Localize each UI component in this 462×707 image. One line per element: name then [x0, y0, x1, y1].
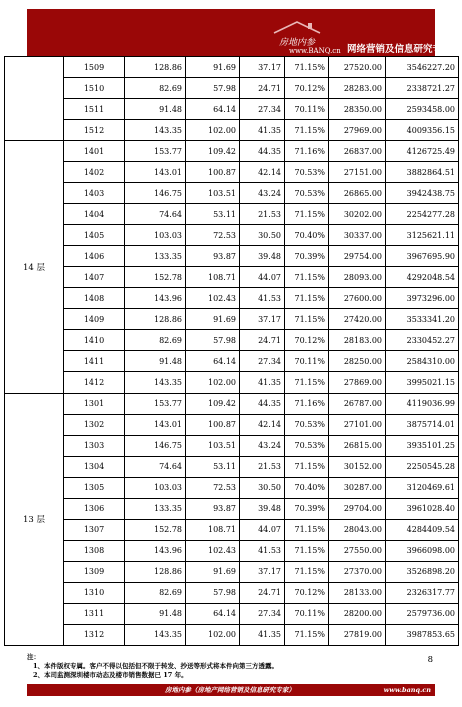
total-price-cell: 2593458.00: [386, 99, 459, 120]
unit-price-cell: 27520.00: [329, 57, 386, 78]
unit-price-cell: 28093.00: [329, 267, 386, 288]
room-number-cell: 1301: [64, 393, 125, 414]
shared-area-cell: 39.48: [240, 498, 285, 519]
building-area-cell: 153.77: [125, 141, 186, 162]
table-row: [5, 267, 459, 288]
building-area-cell: 133.35: [125, 246, 186, 267]
building-area-cell: 91.48: [125, 99, 186, 120]
room-number-cell: 1411: [64, 351, 125, 372]
total-price-cell: 4009356.15: [386, 120, 459, 141]
interior-area-cell: 91.69: [186, 309, 240, 330]
unit-price-cell: 28250.00: [329, 351, 386, 372]
room-number-cell: 1401: [64, 141, 125, 162]
room-number-cell: 1302: [64, 414, 125, 435]
usage-rate-cell: 70.53%: [285, 183, 329, 204]
usage-rate-cell: 71.15%: [285, 120, 329, 141]
interior-area-cell: 109.42: [186, 393, 240, 414]
usage-rate-cell: 70.11%: [285, 351, 329, 372]
usage-rate-cell: 70.53%: [285, 162, 329, 183]
table-row: [5, 498, 459, 519]
unit-price-cell: 26865.00: [329, 183, 386, 204]
room-number-cell: 1306: [64, 498, 125, 519]
room-number-cell: 1312: [64, 624, 125, 645]
table-row: [5, 330, 459, 351]
table-row: [5, 624, 459, 645]
total-price-cell: 2338721.27: [386, 78, 459, 99]
shared-area-cell: 44.35: [240, 393, 285, 414]
floor-label: 14 层: [5, 141, 64, 393]
interior-area-cell: 53.11: [186, 204, 240, 225]
room-number-cell: 1409: [64, 309, 125, 330]
room-number-cell: 1407: [64, 267, 125, 288]
room-number-cell: 1412: [64, 372, 125, 393]
brand-url[interactable]: www.BANQ.cn: [289, 47, 341, 55]
shared-area-cell: 39.48: [240, 246, 285, 267]
interior-area-cell: 57.98: [186, 330, 240, 351]
shared-area-cell: 30.50: [240, 225, 285, 246]
shared-area-cell: 43.24: [240, 435, 285, 456]
room-number-cell: 1304: [64, 456, 125, 477]
total-price-cell: 3995021.15: [386, 372, 459, 393]
building-area-cell: 152.78: [125, 519, 186, 540]
shared-area-cell: 42.14: [240, 414, 285, 435]
unit-price-cell: 27151.00: [329, 162, 386, 183]
shared-area-cell: 41.35: [240, 372, 285, 393]
usage-rate-cell: 71.15%: [285, 561, 329, 582]
usage-rate-cell: 70.12%: [285, 78, 329, 99]
total-price-cell: 4126725.49: [386, 141, 459, 162]
table-row: [5, 372, 459, 393]
shared-area-cell: 30.50: [240, 477, 285, 498]
table-row: [5, 99, 459, 120]
table-row: [5, 561, 459, 582]
shared-area-cell: 27.34: [240, 603, 285, 624]
total-price-cell: 3526898.20: [386, 561, 459, 582]
building-area-cell: 128.86: [125, 309, 186, 330]
interior-area-cell: 53.11: [186, 456, 240, 477]
table-row: [5, 351, 459, 372]
usage-rate-cell: 70.12%: [285, 330, 329, 351]
shared-area-cell: 41.53: [240, 540, 285, 561]
total-price-cell: 3987853.65: [386, 624, 459, 645]
building-area-cell: 143.35: [125, 372, 186, 393]
interior-area-cell: 72.53: [186, 477, 240, 498]
unit-price-cell: 30287.00: [329, 477, 386, 498]
room-number-cell: 1410: [64, 330, 125, 351]
building-area-cell: 152.78: [125, 267, 186, 288]
unit-price-cell: 28350.00: [329, 99, 386, 120]
usage-rate-cell: 71.15%: [285, 288, 329, 309]
building-area-cell: 74.64: [125, 456, 186, 477]
room-number-cell: 1405: [64, 225, 125, 246]
shared-area-cell: 41.35: [240, 624, 285, 645]
usage-rate-cell: 71.15%: [285, 57, 329, 78]
room-number-cell: 1305: [64, 477, 125, 498]
shared-area-cell: 27.34: [240, 99, 285, 120]
shared-area-cell: 44.35: [240, 141, 285, 162]
interior-area-cell: 108.71: [186, 519, 240, 540]
interior-area-cell: 93.87: [186, 498, 240, 519]
total-price-cell: 2250545.28: [386, 456, 459, 477]
room-number-cell: 1308: [64, 540, 125, 561]
table-row: [5, 540, 459, 561]
interior-area-cell: 100.87: [186, 414, 240, 435]
table-body: [5, 57, 459, 646]
building-area-cell: 103.03: [125, 225, 186, 246]
building-area-cell: 82.69: [125, 78, 186, 99]
unit-price-cell: 27819.00: [329, 624, 386, 645]
usage-rate-cell: 70.40%: [285, 477, 329, 498]
interior-area-cell: 64.14: [186, 603, 240, 624]
total-price-cell: 3546227.20: [386, 57, 459, 78]
interior-area-cell: 57.98: [186, 78, 240, 99]
building-area-cell: 91.48: [125, 351, 186, 372]
unit-price-cell: 26787.00: [329, 393, 386, 414]
shared-area-cell: 27.34: [240, 351, 285, 372]
interior-area-cell: 72.53: [186, 225, 240, 246]
room-number-cell: 1510: [64, 78, 125, 99]
total-price-cell: 3120469.61: [386, 477, 459, 498]
unit-price-cell: 28183.00: [329, 330, 386, 351]
total-price-cell: 4284409.54: [386, 519, 459, 540]
table-row: [5, 78, 459, 99]
interior-area-cell: 102.00: [186, 372, 240, 393]
table-row: [5, 456, 459, 477]
room-number-cell: 1311: [64, 603, 125, 624]
room-number-cell: 1310: [64, 582, 125, 603]
notes-label: 注：: [27, 653, 40, 661]
usage-rate-cell: 71.15%: [285, 519, 329, 540]
room-number-cell: 1307: [64, 519, 125, 540]
building-area-cell: 103.03: [125, 477, 186, 498]
usage-rate-cell: 71.16%: [285, 141, 329, 162]
total-price-cell: 2326317.77: [386, 582, 459, 603]
interior-area-cell: 100.87: [186, 162, 240, 183]
shared-area-cell: 24.71: [240, 582, 285, 603]
banner-title: 网络营销及信息研究专家: [347, 44, 452, 55]
interior-area-cell: 57.98: [186, 582, 240, 603]
table-row: [5, 309, 459, 330]
table-row: [5, 183, 459, 204]
table-row: [5, 393, 459, 414]
table-row: [5, 603, 459, 624]
table-row: [5, 204, 459, 225]
usage-rate-cell: 70.11%: [285, 99, 329, 120]
interior-area-cell: 64.14: [186, 351, 240, 372]
table-row: [5, 225, 459, 246]
header-banner: [27, 9, 452, 57]
usage-rate-cell: 71.15%: [285, 456, 329, 477]
building-area-cell: 128.86: [125, 561, 186, 582]
interior-area-cell: 109.42: [186, 141, 240, 162]
building-area-cell: 146.75: [125, 183, 186, 204]
usage-rate-cell: 70.53%: [285, 414, 329, 435]
interior-area-cell: 93.87: [186, 246, 240, 267]
table-row: [5, 477, 459, 498]
note-copyright: 1、本件版权专属。客户不得以包括但不限于转发、抄送等形式将本件向第三方透露。: [33, 662, 279, 670]
shared-area-cell: 37.17: [240, 309, 285, 330]
table-row: [5, 246, 459, 267]
room-number-cell: 1403: [64, 183, 125, 204]
unit-price-cell: 28133.00: [329, 582, 386, 603]
room-number-cell: 1511: [64, 99, 125, 120]
usage-rate-cell: 70.39%: [285, 246, 329, 267]
shared-area-cell: 37.17: [240, 561, 285, 582]
room-number-cell: 1309: [64, 561, 125, 582]
total-price-cell: 3966098.00: [386, 540, 459, 561]
building-area-cell: 74.64: [125, 204, 186, 225]
interior-area-cell: 91.69: [186, 561, 240, 582]
building-area-cell: 143.96: [125, 540, 186, 561]
building-area-cell: 143.96: [125, 288, 186, 309]
shared-area-cell: 24.71: [240, 78, 285, 99]
shared-area-cell: 42.14: [240, 162, 285, 183]
building-area-cell: 143.01: [125, 162, 186, 183]
unit-price-cell: 27969.00: [329, 120, 386, 141]
room-number-cell: 1509: [64, 57, 125, 78]
total-price-cell: 2579736.00: [386, 603, 459, 624]
footer-notes: [27, 653, 278, 680]
usage-rate-cell: 70.40%: [285, 225, 329, 246]
building-area-cell: 91.48: [125, 603, 186, 624]
unit-price-cell: 30337.00: [329, 225, 386, 246]
usage-rate-cell: 71.15%: [285, 624, 329, 645]
table-row: [5, 582, 459, 603]
building-area-cell: 128.86: [125, 57, 186, 78]
table-row: [5, 288, 459, 309]
brand-name: 房地内参: [279, 38, 316, 48]
usage-rate-cell: 70.12%: [285, 582, 329, 603]
usage-rate-cell: 70.11%: [285, 603, 329, 624]
table-row: [5, 141, 459, 162]
table-row: [5, 435, 459, 456]
footer-bar: [27, 684, 435, 696]
total-price-cell: 2584310.00: [386, 351, 459, 372]
total-price-cell: 3961028.40: [386, 498, 459, 519]
page-number: 8: [427, 655, 433, 665]
room-number-cell: 1512: [64, 120, 125, 141]
building-area-cell: 143.35: [125, 624, 186, 645]
building-area-cell: 153.77: [125, 393, 186, 414]
table-row: [5, 414, 459, 435]
usage-rate-cell: 71.15%: [285, 309, 329, 330]
shared-area-cell: 43.24: [240, 183, 285, 204]
room-number-cell: 1406: [64, 246, 125, 267]
page-footer: [27, 651, 435, 698]
unit-price-cell: 29704.00: [329, 498, 386, 519]
note-monitoring: 2、本司监测深圳楼市动态及楼市销售数据已 17 年。: [33, 671, 188, 679]
unit-price-cell: 27370.00: [329, 561, 386, 582]
unit-price-cell: 27600.00: [329, 288, 386, 309]
total-price-cell: 2330452.27: [386, 330, 459, 351]
interior-area-cell: 102.00: [186, 120, 240, 141]
shared-area-cell: 44.07: [240, 267, 285, 288]
total-price-cell: 3875714.01: [386, 414, 459, 435]
unit-price-cell: 28043.00: [329, 519, 386, 540]
table-row: [5, 162, 459, 183]
shared-area-cell: 21.53: [240, 456, 285, 477]
unit-price-cell: 28200.00: [329, 603, 386, 624]
building-area-cell: 133.35: [125, 498, 186, 519]
usage-rate-cell: 71.15%: [285, 267, 329, 288]
room-number-cell: 1404: [64, 204, 125, 225]
total-price-cell: 4119036.99: [386, 393, 459, 414]
room-number-cell: 1303: [64, 435, 125, 456]
total-price-cell: 3935101.25: [386, 435, 459, 456]
table-row: [5, 519, 459, 540]
total-price-cell: 3125621.11: [386, 225, 459, 246]
footer-brand: 房地内参（房地产网络营销及信息研究专家）: [165, 686, 295, 694]
table-row: [5, 120, 459, 141]
interior-area-cell: 91.69: [186, 57, 240, 78]
footer-url[interactable]: www.banq.cn: [383, 686, 431, 694]
interior-area-cell: 103.51: [186, 183, 240, 204]
unit-price-cell: 30152.00: [329, 456, 386, 477]
building-area-cell: 82.69: [125, 582, 186, 603]
shared-area-cell: 24.71: [240, 330, 285, 351]
total-price-cell: 2254277.28: [386, 204, 459, 225]
shared-area-cell: 37.17: [240, 57, 285, 78]
usage-rate-cell: 71.15%: [285, 540, 329, 561]
interior-area-cell: 103.51: [186, 435, 240, 456]
shared-area-cell: 41.35: [240, 120, 285, 141]
floor-label: 13 层: [5, 393, 64, 646]
total-price-cell: 3533341.20: [386, 309, 459, 330]
unit-price-cell: 27420.00: [329, 309, 386, 330]
unit-price-cell: 26815.00: [329, 435, 386, 456]
building-area-cell: 146.75: [125, 435, 186, 456]
room-number-cell: 1408: [64, 288, 125, 309]
unit-price-cell: 29754.00: [329, 246, 386, 267]
building-area-cell: 143.01: [125, 414, 186, 435]
usage-rate-cell: 71.15%: [285, 204, 329, 225]
total-price-cell: 3967695.90: [386, 246, 459, 267]
interior-area-cell: 102.43: [186, 540, 240, 561]
total-price-cell: 4292048.54: [386, 267, 459, 288]
interior-area-cell: 102.00: [186, 624, 240, 645]
interior-area-cell: 102.43: [186, 288, 240, 309]
total-price-cell: 3882864.51: [386, 162, 459, 183]
usage-rate-cell: 70.53%: [285, 435, 329, 456]
building-area-cell: 143.35: [125, 120, 186, 141]
unit-price-cell: 27869.00: [329, 372, 386, 393]
shared-area-cell: 44.07: [240, 519, 285, 540]
shared-area-cell: 21.53: [240, 204, 285, 225]
unit-price-cell: 26837.00: [329, 141, 386, 162]
building-area-cell: 82.69: [125, 330, 186, 351]
pricing-table: [4, 56, 459, 646]
table-row: [5, 57, 459, 78]
interior-area-cell: 64.14: [186, 99, 240, 120]
total-price-cell: 3942438.75: [386, 183, 459, 204]
interior-area-cell: 108.71: [186, 267, 240, 288]
unit-price-cell: 27101.00: [329, 414, 386, 435]
shared-area-cell: 41.53: [240, 288, 285, 309]
usage-rate-cell: 71.16%: [285, 393, 329, 414]
unit-price-cell: 27550.00: [329, 540, 386, 561]
usage-rate-cell: 70.39%: [285, 498, 329, 519]
usage-rate-cell: 71.15%: [285, 372, 329, 393]
total-price-cell: 3973296.00: [386, 288, 459, 309]
room-number-cell: 1402: [64, 162, 125, 183]
unit-price-cell: 30202.00: [329, 204, 386, 225]
unit-price-cell: 28283.00: [329, 78, 386, 99]
floor-label: [5, 57, 64, 141]
